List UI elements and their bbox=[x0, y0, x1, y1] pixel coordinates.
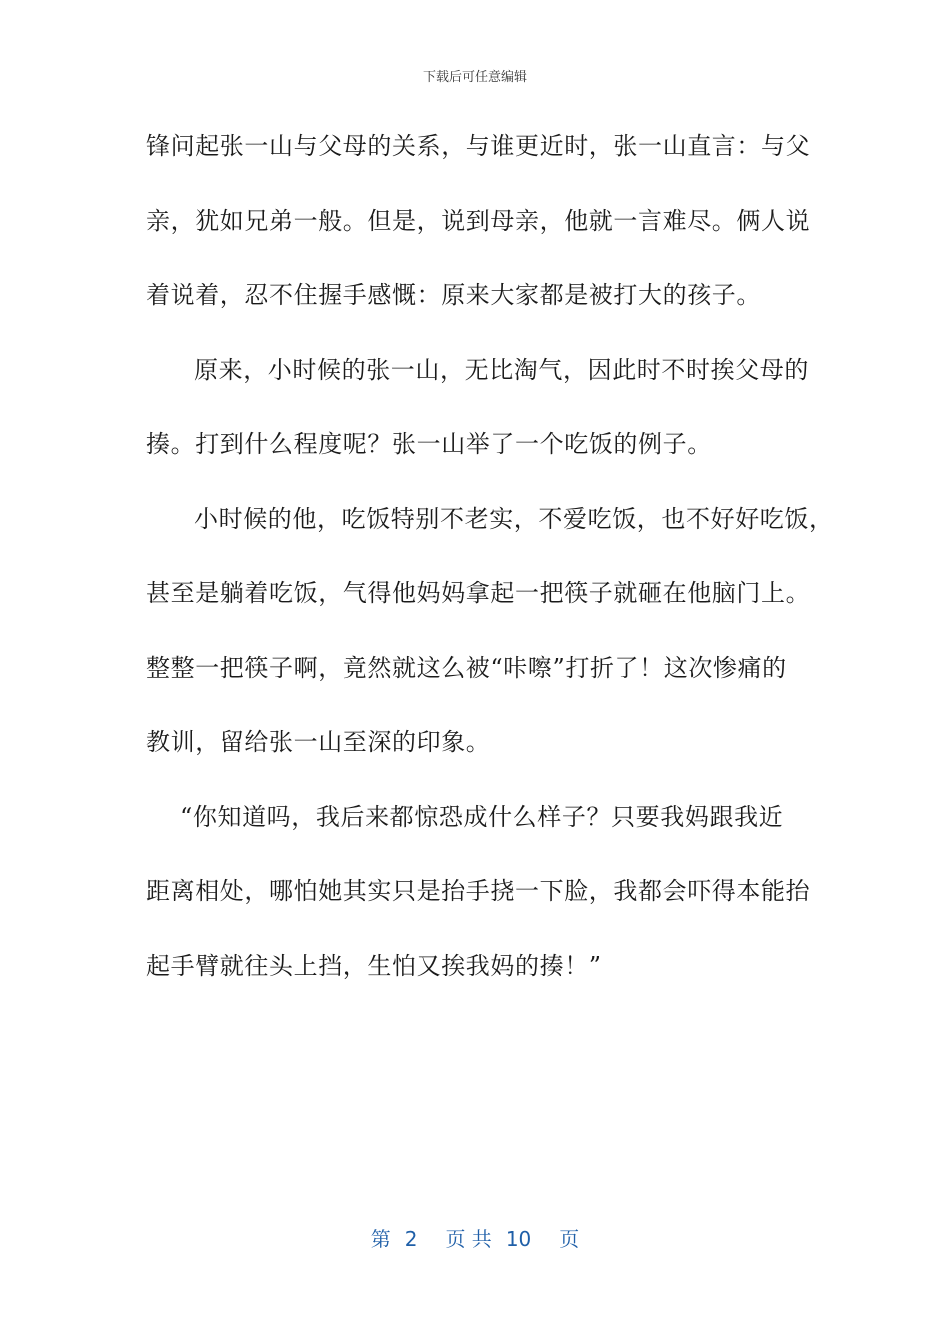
text-line: 揍。打到什么程度呢？张一山举了一个吃饭的例子。 bbox=[146, 430, 712, 458]
paragraph-first-line: “你知道吗，我后来都惊恐成什么样子？只要我妈跟我近 bbox=[180, 802, 784, 831]
footer-suffix: 页 bbox=[559, 1227, 580, 1251]
text-line: 亲，犹如兄弟一般。但是，说到母亲，他就一言难尽。俩人说 bbox=[146, 206, 811, 235]
text-line: 起手臂就往头上挡，生怕又挨我妈的揍！” bbox=[146, 951, 602, 980]
paragraph-first-line: 原来，小时候的张一山，无比淘气，因此时不时挨父母的 bbox=[194, 355, 809, 384]
header-note: 下载后可任意编辑 bbox=[422, 70, 527, 85]
text-line: 着说着，忍不住握手感慨：原来大家都是被打大的孩子。 bbox=[146, 281, 761, 309]
text-line: 甚至是躺着吃饭，气得他妈妈拿起一把筷子就砸在他脑门上。 bbox=[146, 579, 811, 607]
text-line: 锋问起张一山与父母的关系，与谁更近时，张一山直言：与父 bbox=[146, 132, 811, 160]
current-page-number: 2 bbox=[404, 1227, 418, 1251]
footer-prefix: 第 bbox=[370, 1227, 391, 1251]
paragraph-first-line: 小时候的他，吃饭特别不老实，不爱吃饭，也不好好吃饭， bbox=[194, 504, 834, 533]
page-footer bbox=[0, 1223, 950, 1252]
total-pages-number: 10 bbox=[505, 1227, 532, 1251]
text-line: 教训，留给张一山至深的印象。 bbox=[146, 728, 491, 756]
footer-middle: 页 共 bbox=[445, 1227, 492, 1251]
text-line: 距离相处，哪怕她其实只是抬手挠一下脸，我都会吓得本能抬 bbox=[146, 877, 811, 905]
document-body bbox=[146, 124, 834, 1018]
text-line: 整整一把筷子啊，竟然就这么被“咔嚓”打折了！这次惨痛的 bbox=[146, 653, 787, 682]
